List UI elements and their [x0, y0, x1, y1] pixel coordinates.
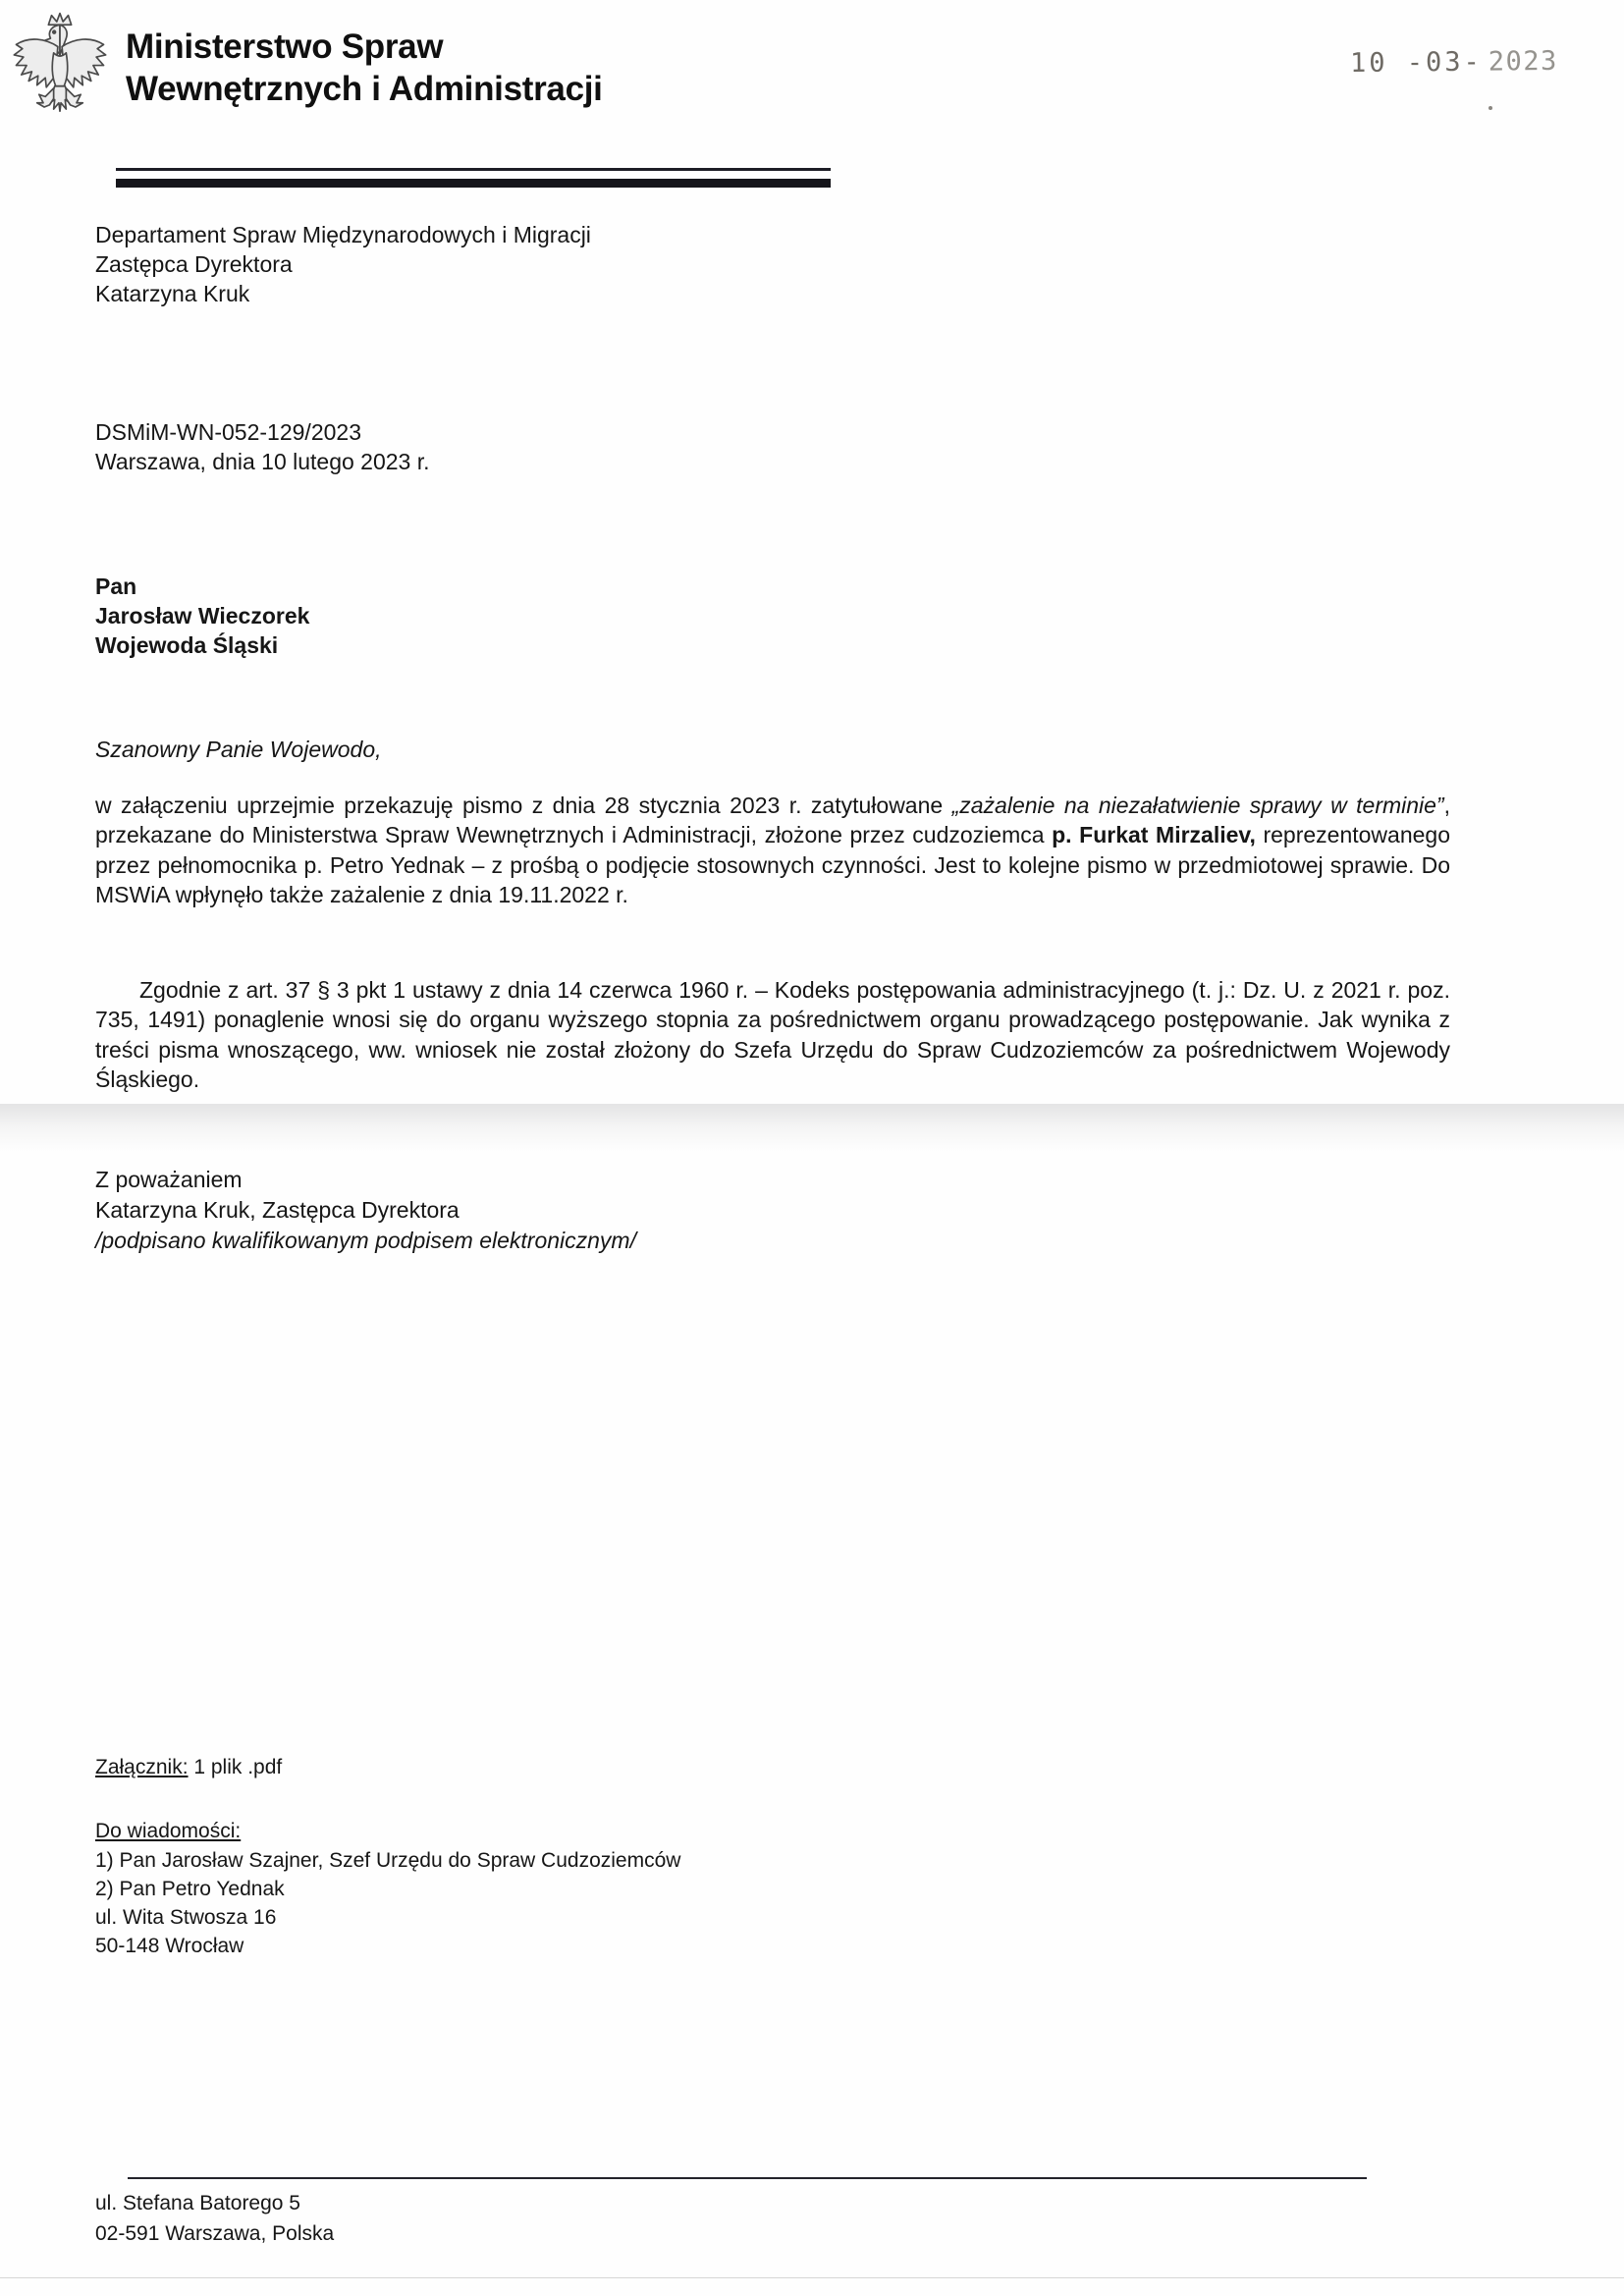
- p1-rest: reprezentowanego przez pełnomocnika p. Petro Yednak – z prośbą o podjęcie stosownych czynności. Jest to kolejne pismo w przedmiotowej sprawie. Do MSWiA wpłynęło także zażalenie z dnia 19.11.2022 r.: [95, 822, 1450, 908]
- stamp-day-month: 10 -03-: [1349, 46, 1483, 80]
- attachment-label: Załącznik:: [95, 1756, 189, 1778]
- cc-item-city: 50-148 Wrocław: [95, 1935, 244, 1957]
- attachment-value: 1 plik .pdf: [188, 1756, 283, 1778]
- reference-block: [95, 417, 430, 476]
- body-paragraph-2: Zgodnie z art. 37 § 3 pkt 1 ustawy z dnia 14 czerwca 1960 r. – Kodeks postępowania administracyjnego (t. j.: Dz. U. z 2021 r. poz. 735, 1491) ponaglenie wnosi się do organu wyższego stopnia za pośrednictwem organu prowadzącego postępowanie. Jak wynika z treści pisma wnoszącego, ww. wniosek nie został złożony do Szefa Urzędu do Spraw Cudzoziemców za pośrednictwem Wojewody Śląskiego.: [95, 977, 1450, 1093]
- cc-item-1: 1) Pan Jarosław Szajner, Szef Urzędu do Spraw Cudzoziemców: [95, 1849, 681, 1872]
- sender-title: Zastępca Dyrektora: [95, 251, 293, 277]
- footer-street: ul. Stefana Batorego 5: [95, 2192, 300, 2214]
- closing-salute: Z poważaniem: [95, 1167, 243, 1192]
- reference-place-date: Warszawa, dnia 10 lutego 2023 r.: [95, 449, 430, 474]
- footer-rule: [128, 2177, 1367, 2179]
- closing-signer: Katarzyna Kruk, Zastępca Dyrektora: [95, 1197, 460, 1223]
- cc-label: Do wiadomości:: [95, 1820, 242, 1842]
- addressee-block: [95, 572, 309, 660]
- addressee-title: Wojewoda Śląski: [95, 632, 279, 658]
- bottom-scan-line: [0, 2277, 1624, 2278]
- greeting-line: Szanowny Panie Wojewodo,: [95, 737, 382, 762]
- footer-address: [95, 2188, 334, 2249]
- body-paragraph-1: [95, 791, 1450, 910]
- p1-quoted-title: „zażalenie na niezałatwienie sprawy w terminie”: [951, 793, 1444, 818]
- addressee-name: Jarosław Wieczorek: [95, 603, 310, 629]
- ministry-title-line1: Ministerstwo Spraw: [126, 27, 444, 66]
- header-rule-thin: [116, 168, 831, 171]
- header-rule-thick: [116, 179, 831, 188]
- reference-number: DSMiM-WN-052-129/2023: [95, 419, 361, 445]
- ministry-title-line2: Wewnętrznych i Administracji: [126, 70, 603, 108]
- sender-department: Departament Spraw Międzynarodowych i Migracji: [95, 222, 591, 247]
- received-date-stamp: [1349, 45, 1558, 80]
- stamp-ink-dot: [1489, 106, 1492, 110]
- attachment-line: [95, 1754, 282, 1780]
- stamp-year: 2023: [1488, 45, 1558, 78]
- cc-item-street: ul. Wita Stwosza 16: [95, 1906, 277, 1929]
- polish-eagle-emblem-icon: [8, 10, 112, 136]
- p1-foreigner-name: p. Furkat Mirzaliev,: [1052, 822, 1256, 848]
- addressee-salutation: Pan: [95, 574, 137, 599]
- electronic-signature-note: /podpisano kwalifikowanym podpisem elektronicznym/: [95, 1228, 636, 1253]
- sender-name: Katarzyna Kruk: [95, 281, 250, 306]
- p1-mid: , przekazane do Ministerstwa Spraw Wewnętrznych i Administracji, złożone przez cudzoziemca: [95, 793, 1450, 848]
- sender-block: [95, 220, 591, 308]
- footer-city: 02-591 Warszawa, Polska: [95, 2222, 335, 2245]
- cc-block: [95, 1817, 680, 1960]
- cc-item-2: 2) Pan Petro Yednak: [95, 1878, 285, 1900]
- scan-artifact-band: [0, 1104, 1624, 1155]
- closing-block: [95, 1165, 636, 1256]
- ministry-title: [126, 26, 603, 110]
- p1-lead: w załączeniu uprzejmie przekazuję pismo z dnia 28 stycznia 2023 r. zatytułowane: [95, 793, 952, 818]
